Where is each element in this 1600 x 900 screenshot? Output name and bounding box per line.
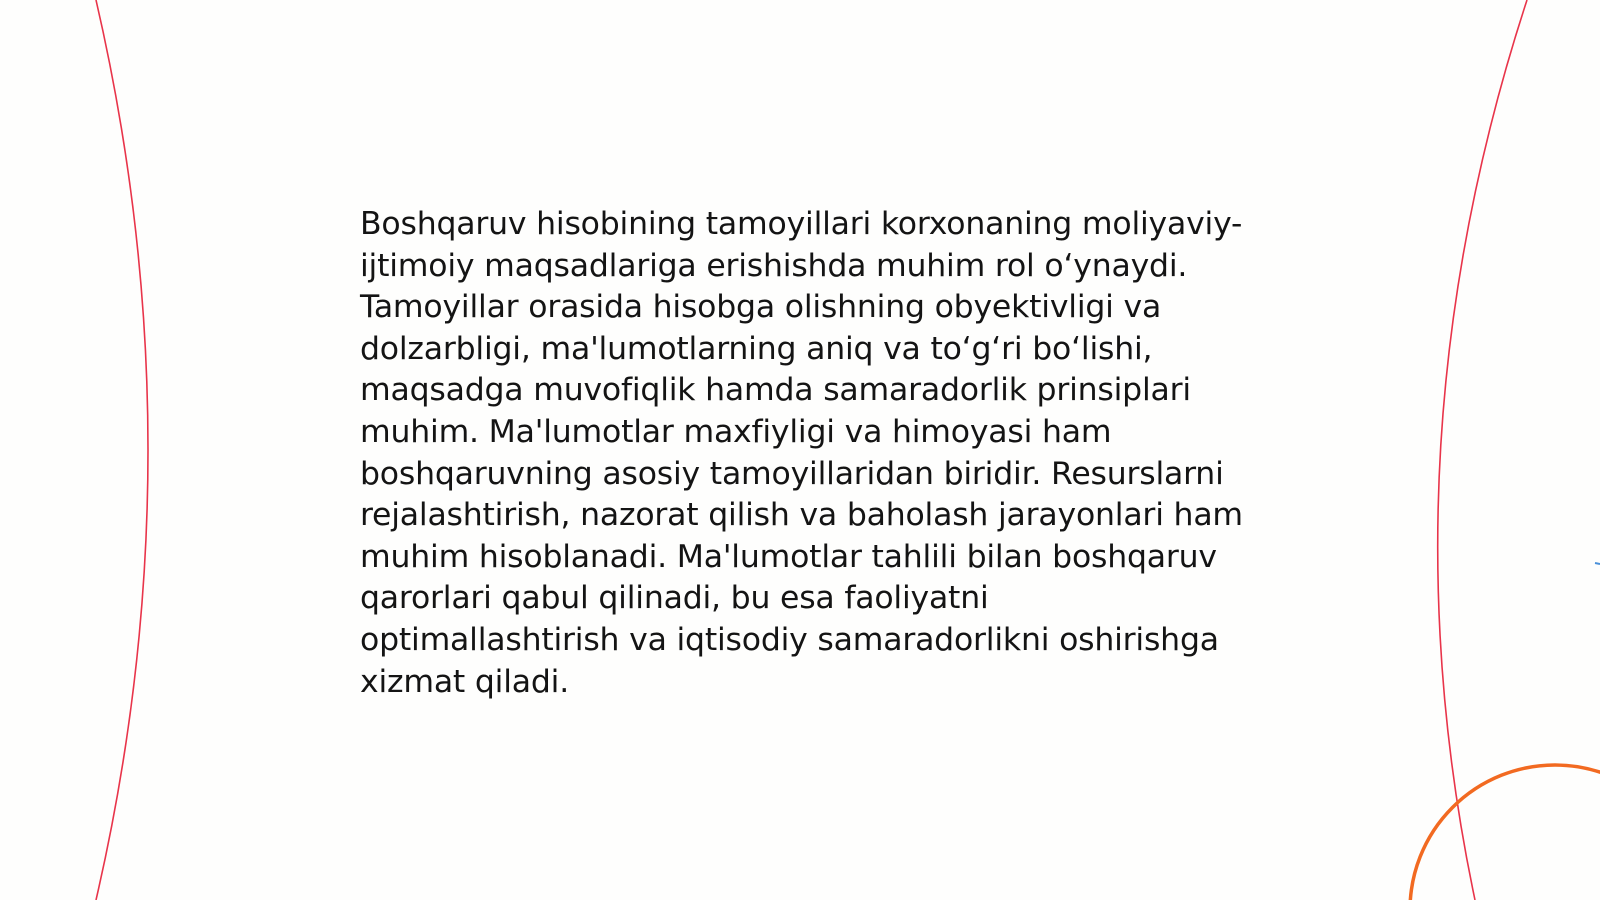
left-curve-line	[96, 0, 148, 900]
slide-body-text: Boshqaruv hisobining tamoyillari korxonaning moliyaviy-ijtimoiy maqsadlariga erishishda muhim rol o‘ynaydi. Tamoyillar orasida hisobga olishning obyektivligi va dolzarbligi, ma'lumotlarning aniq va to‘g‘ri bo‘lishi, maqsadga muvofiqlik hamda samaradorlik prinsiplari muhim. Ma'lumotlar maxfiyligi va himoyasi ham boshqaruvning asosiy tamoyillaridan biridir. Resurslarni rejalashtirish, nazorat qilish va baholash jarayonlari ham muhim hisoblanadi. Ma'lumotlar tahlili bilan boshqaruv qarorlari qabul qilinadi, bu esa faoliyatni optimallashtirish va iqtisodiy samaradorlikni oshirishga xizmat qiladi.	[360, 206, 1243, 700]
blue-tick-mark	[1595, 563, 1600, 564]
orange-arc	[1410, 765, 1600, 900]
right-curve-line	[1438, 0, 1527, 900]
